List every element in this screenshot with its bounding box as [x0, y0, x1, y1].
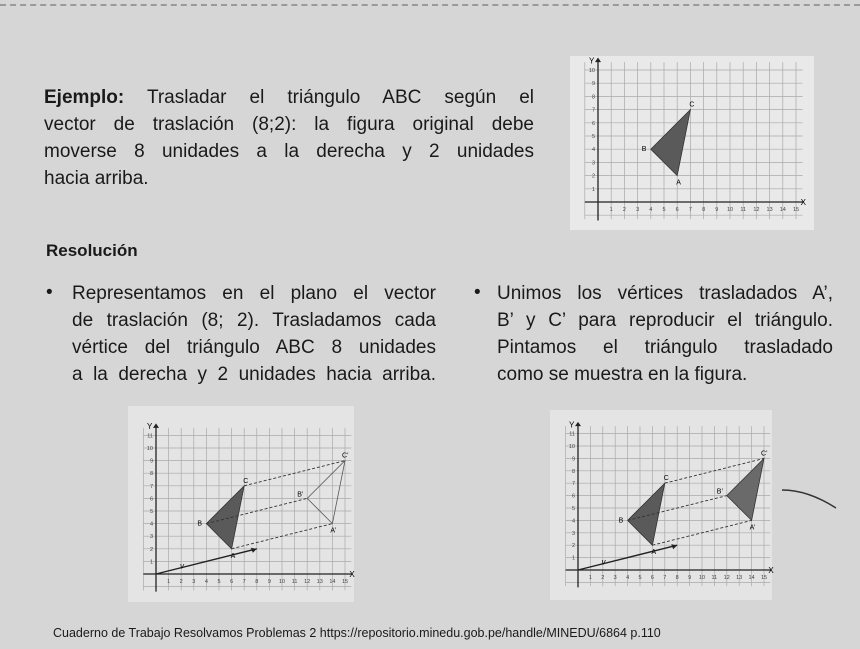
point-label-c: C	[689, 101, 695, 109]
x-tick-label: 7	[663, 575, 667, 581]
y-tick-label: 11	[569, 431, 575, 438]
y-tick-label: 6	[591, 120, 595, 127]
y-axis-arrow-icon	[153, 423, 159, 427]
source-caption: Cuaderno de Trabajo Resolvamos Problemas 2 https://repositorio.minedu.gob.pe/handle/MINEDU/6864 p.110	[53, 626, 661, 640]
y-tick-label: 2	[149, 546, 153, 553]
pointer-line	[780, 486, 840, 516]
x-tick-label: 1	[588, 575, 592, 581]
x-tick-label: 10	[278, 579, 286, 585]
x-tick-label: 3	[613, 575, 617, 581]
x-tick-label: 7	[688, 207, 692, 213]
y-tick-label: 9	[149, 458, 153, 465]
y-tick-label: 10	[568, 444, 575, 450]
y-tick-label: 3	[571, 530, 575, 537]
x-axis-label: X	[349, 570, 355, 579]
y-tick-label: 10	[588, 68, 595, 74]
y-tick-label: 7	[571, 481, 575, 488]
triangle-abc	[628, 483, 665, 545]
x-tick-label: 13	[316, 579, 323, 585]
point-label-a: A	[676, 179, 681, 187]
y-tick-label: 7	[591, 107, 595, 114]
bullet-right: •	[474, 282, 481, 303]
x-tick-label: 6	[650, 575, 654, 581]
y-tick-label: 6	[571, 493, 575, 500]
y-tick-label: 2	[591, 173, 595, 180]
x-tick-label: 12	[753, 207, 760, 213]
x-tick-label: 9	[715, 207, 719, 213]
right-bullet-line-1: Unimos los vértices trasladados A’,	[497, 283, 833, 304]
triangle-translated	[727, 458, 764, 520]
x-tick-label: 10	[698, 575, 706, 581]
y-tick-label: 5	[591, 134, 595, 140]
example-line-3: moverse 8 unidades a la derecha y 2 unidades	[44, 141, 534, 162]
example-label: Ejemplo:	[44, 87, 125, 108]
x-tick-label: 1	[167, 579, 171, 585]
x-axis-label: X	[800, 198, 806, 207]
x-tick-label: 4	[649, 207, 653, 213]
graph-original-triangle	[570, 56, 814, 230]
y-tick-label: 7	[149, 483, 153, 490]
y-axis-arrow-icon	[575, 422, 581, 426]
resolution-heading: Resolución	[46, 241, 138, 260]
right-bullet-line-3: Pintamos el triángulo trasladado	[497, 337, 833, 358]
point-label-a-prime: A’	[749, 524, 756, 532]
left-bullet-line-3: vértice del triángulo ABC 8 unidades	[72, 337, 436, 358]
y-axis-label: Y	[589, 56, 595, 66]
y-tick-label: 10	[146, 446, 153, 452]
left-bullet-line-4: a la derecha y 2 unidades hacia arriba.	[72, 364, 436, 385]
point-label-b: B	[618, 517, 624, 525]
x-tick-label: 4	[204, 579, 208, 585]
right-bullet-line-4: como se muestra en la figura.	[497, 364, 748, 385]
example-line-4: hacia arriba.	[44, 168, 149, 189]
y-tick-label: 3	[149, 534, 153, 541]
point-label-b-prime: B’	[297, 491, 304, 499]
left-bullet-line-2: de traslación (8; 2). Trasladamos cada	[72, 310, 436, 331]
point-label-a-prime: A’	[330, 527, 337, 535]
x-tick-label: 5	[217, 579, 221, 585]
point-label-c: C	[663, 475, 669, 483]
right-bullet-line-2: B’ y C’ para reproducir el triángulo.	[497, 310, 833, 331]
y-tick-label: 2	[571, 543, 575, 550]
y-tick-label: 3	[591, 160, 595, 167]
graph-translated-triangle	[550, 410, 772, 600]
x-tick-label: 15	[760, 575, 768, 581]
y-tick-label: 6	[149, 496, 153, 503]
x-tick-label: 9	[688, 575, 692, 581]
vector-label: v	[601, 557, 606, 567]
x-tick-label: 12	[304, 579, 311, 585]
x-tick-label: 9	[267, 579, 271, 585]
example-line-2: vector de traslación (8;2): la figura original debe	[44, 114, 534, 135]
graph-translation-vectors	[128, 406, 354, 602]
x-tick-label: 4	[626, 575, 630, 581]
x-tick-label: 2	[622, 207, 626, 213]
y-tick-label: 11	[147, 433, 153, 440]
x-tick-label: 2	[601, 575, 605, 581]
point-label-b: B	[197, 520, 203, 528]
point-label-c-prime: C’	[342, 452, 349, 460]
y-tick-label: 5	[149, 509, 153, 515]
x-tick-label: 14	[779, 207, 786, 213]
y-axis-arrow-icon	[595, 57, 601, 62]
x-tick-label: 14	[329, 579, 336, 585]
x-tick-label: 11	[291, 579, 298, 585]
y-axis-label: Y	[569, 420, 575, 430]
x-tick-label: 8	[255, 579, 259, 585]
y-tick-label: 1	[591, 186, 595, 193]
point-label-b-prime: B’	[716, 488, 724, 496]
vector-label: v	[179, 561, 184, 571]
x-tick-label: 8	[702, 207, 706, 213]
x-tick-label: 11	[711, 575, 718, 581]
y-tick-label: 4	[149, 521, 153, 528]
y-tick-label: 8	[591, 94, 595, 101]
triangle-abc	[206, 486, 244, 549]
x-tick-label: 7	[242, 579, 246, 585]
dashed-cut-line	[0, 4, 860, 6]
y-tick-label: 9	[571, 456, 575, 463]
x-tick-label: 14	[748, 575, 755, 581]
x-tick-label: 13	[766, 207, 773, 213]
x-tick-label: 15	[792, 207, 800, 213]
x-tick-label: 5	[662, 207, 666, 213]
x-tick-label: 15	[341, 579, 349, 585]
x-tick-label: 3	[636, 207, 640, 213]
triangle-abc	[651, 110, 691, 176]
example-line-1	[44, 84, 534, 112]
y-tick-label: 1	[571, 555, 575, 562]
x-tick-label: 2	[179, 579, 183, 585]
y-tick-label: 5	[571, 506, 575, 512]
left-bullet-line-1: Representamos en el plano el vector	[72, 283, 436, 304]
example-text-1: Trasladar el triángulo ABC según el	[146, 87, 535, 108]
y-tick-label: 8	[571, 468, 575, 475]
y-tick-label: 9	[591, 81, 595, 88]
x-tick-label: 1	[609, 207, 613, 213]
x-tick-label: 5	[638, 575, 642, 581]
triangle-translated-outline	[307, 461, 345, 524]
y-tick-label: 1	[149, 559, 153, 566]
point-label-b: B	[641, 146, 647, 154]
y-tick-label: 8	[149, 471, 153, 478]
x-tick-label: 6	[230, 579, 234, 585]
point-label-c-prime: C’	[761, 450, 768, 458]
point-label-a: A	[651, 549, 657, 557]
y-axis-label: Y	[147, 422, 153, 432]
y-tick-label: 4	[571, 518, 575, 525]
x-axis-label: X	[768, 566, 774, 575]
x-tick-label: 3	[192, 579, 196, 585]
x-tick-label: 12	[723, 575, 730, 581]
x-tick-label: 11	[740, 207, 747, 213]
x-tick-label: 6	[675, 207, 679, 213]
bullet-left: •	[46, 282, 53, 303]
x-tick-label: 10	[726, 207, 734, 213]
y-tick-label: 4	[591, 147, 595, 154]
x-tick-label: 13	[736, 575, 743, 581]
point-label-a: A	[230, 552, 236, 560]
point-label-c: C	[243, 477, 249, 485]
x-tick-label: 8	[675, 575, 679, 581]
